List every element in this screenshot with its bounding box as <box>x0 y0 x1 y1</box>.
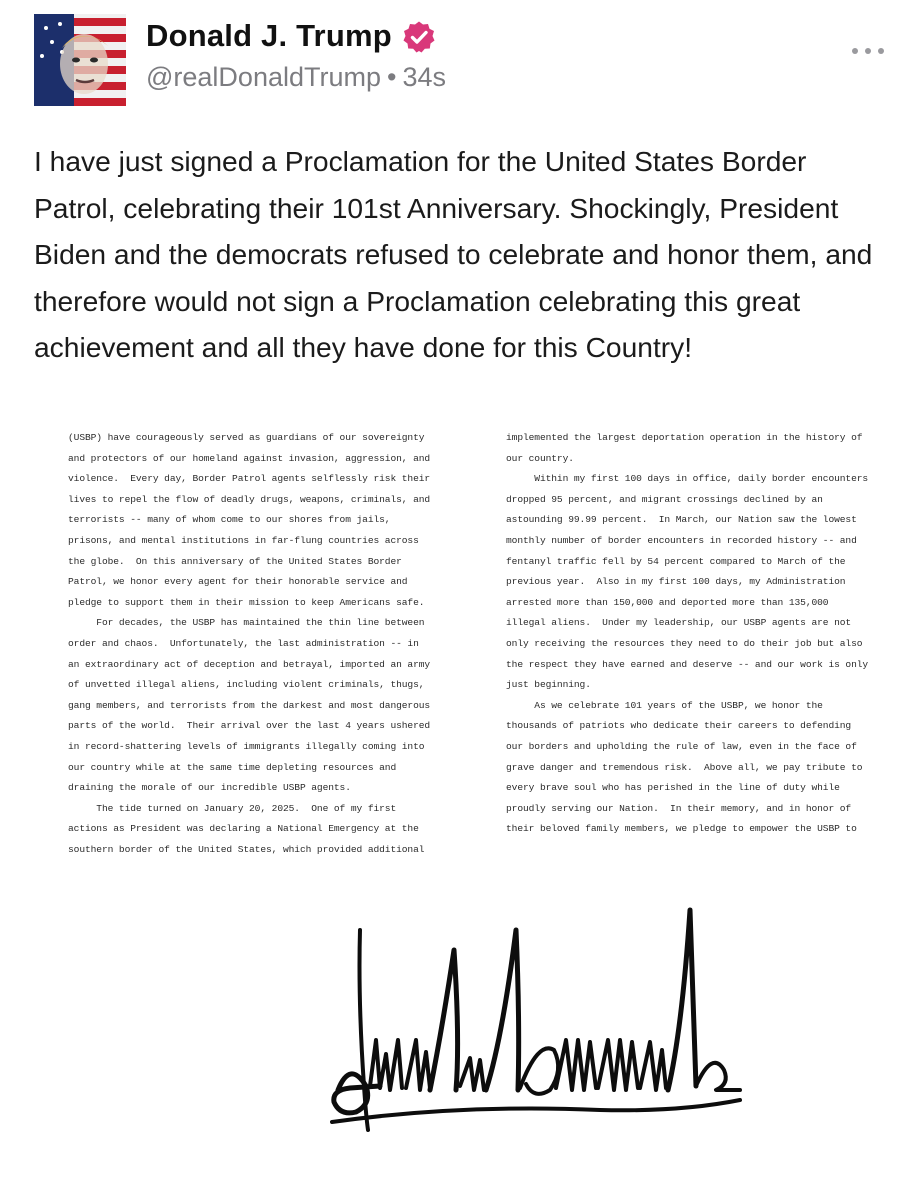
proclamation-line: of unvetted illegal aliens, including violent criminals, thugs, <box>68 679 425 691</box>
proclamation-image[interactable] <box>60 428 872 855</box>
separator-dot: • <box>387 62 397 92</box>
proclamation-line: monthly number of border encounters in recorded history -- and <box>506 534 857 546</box>
proclamation-line: the respect they have earned and deserve -- and our work is only <box>506 658 869 670</box>
proclamation-line: astounding 99.99 percent. In March, our Nation saw the lowest <box>506 514 857 526</box>
more-horizontal-icon <box>852 48 858 54</box>
proclamation-line: pledge to support them in their mission to keep Americans safe. <box>68 596 425 608</box>
proclamation-line: our country while at the same time depleting resources and <box>68 761 397 773</box>
more-options-button[interactable] <box>850 40 886 64</box>
proclamation-line: The tide turned on January 20, 2025. One of my first <box>68 802 397 814</box>
proclamation-line: lives to repel the flow of deadly drugs, weapons, criminals, and <box>68 493 431 505</box>
proclamation-line: every brave soul who has perished in the line of duty while <box>506 782 840 794</box>
proclamation-line: prisons, and mental institutions in far-flung countries across <box>68 534 419 546</box>
proclamation-line: draining the morale of our incredible USBP agents. <box>68 782 351 794</box>
author-name[interactable]: Donald J. Trump <box>146 18 392 53</box>
proclamation-line: grave danger and tremendous risk. Above all, we pay tribute to <box>506 761 863 773</box>
proclamation-line: southern border of the United States, which provided additional <box>68 843 425 855</box>
proclamation-line: dropped 95 percent, and migrant crossings declined by an <box>506 493 823 505</box>
proclamation-line: their beloved family members, we pledge to empower the USBP to <box>506 823 857 835</box>
proclamation-line: just beginning. <box>506 679 591 691</box>
avatar[interactable] <box>34 14 126 106</box>
author-handle[interactable]: @realDonaldTrump <box>146 62 381 92</box>
proclamation-line: terrorists -- many of whom come to our shores from jails, <box>68 514 391 526</box>
verified-check-icon <box>402 20 436 54</box>
proclamation-line: the globe. On this anniversary of the United States Border <box>68 555 402 567</box>
proclamation-line: an extraordinary act of deception and betrayal, imported an army <box>68 658 431 670</box>
handwritten-signature <box>320 890 770 1180</box>
proclamation-left-column <box>68 428 430 860</box>
proclamation-line: order and chaos. Unfortunately, the last administration -- in <box>68 637 419 649</box>
proclamation-line: violence. Every day, Border Patrol agents selflessly risk their <box>68 473 431 485</box>
handle-row <box>146 62 446 93</box>
proclamation-line: Patrol, we honor every agent for their honorable service and <box>68 576 408 588</box>
proclamation-line: actions as President was declaring a National Emergency at the <box>68 823 419 835</box>
proclamation-line: our country. <box>506 452 574 464</box>
proclamation-line: arrested more than 150,000 and deported more than 135,000 <box>506 596 829 608</box>
proclamation-line: gang members, and terrorists from the darkest and most dangerous <box>68 699 431 711</box>
proclamation-line: parts of the world. Their arrival over the last 4 years ushered <box>68 720 431 732</box>
proclamation-line: thousands of patriots who dedicate their careers to defending <box>506 720 852 732</box>
proclamation-line: illegal aliens. Under my leadership, our USBP agents are not <box>506 617 852 629</box>
proclamation-line: our borders and upholding the rule of law, even in the face of <box>506 740 857 752</box>
avatar-image <box>34 14 126 106</box>
proclamation-right-column <box>506 428 868 840</box>
more-horizontal-icon <box>878 48 884 54</box>
proclamation-line: only receiving the resources they need to do their job but also <box>506 637 863 649</box>
proclamation-line: fentanyl traffic fell by 54 percent compared to March of the <box>506 555 846 567</box>
proclamation-line: in record-shattering levels of immigrants illegally coming into <box>68 740 425 752</box>
proclamation-line: previous year. Also in my first 100 days, my Administration <box>506 576 846 588</box>
more-horizontal-icon <box>865 48 871 54</box>
proclamation-line: implemented the largest deportation operation in the history of <box>506 432 863 443</box>
post-header <box>0 0 924 120</box>
proclamation-line: (USBP) have courageously served as guardians of our sovereignty <box>68 432 425 443</box>
post-text: I have just signed a Proclamation for the United States Border Patrol, celebrating their 101st Anniversary. Shockingly, President Biden and the democrats refused to celebrate and honor them, and therefore would not sign a Proclamation celebrating this great achievement and all they have done for this Country! <box>34 145 873 363</box>
post-timestamp[interactable]: 34s <box>402 62 446 92</box>
proclamation-line: and protectors of our homeland against invasion, aggression, and <box>68 452 431 464</box>
proclamation-line: As we celebrate 101 years of the USBP, we honor the <box>506 699 823 711</box>
proclamation-line: proudly serving our Nation. In their memory, and in honor of <box>506 802 852 814</box>
proclamation-line: Within my first 100 days in office, daily border encounters <box>506 473 869 485</box>
proclamation-line: For decades, the USBP has maintained the thin line between <box>68 617 425 629</box>
